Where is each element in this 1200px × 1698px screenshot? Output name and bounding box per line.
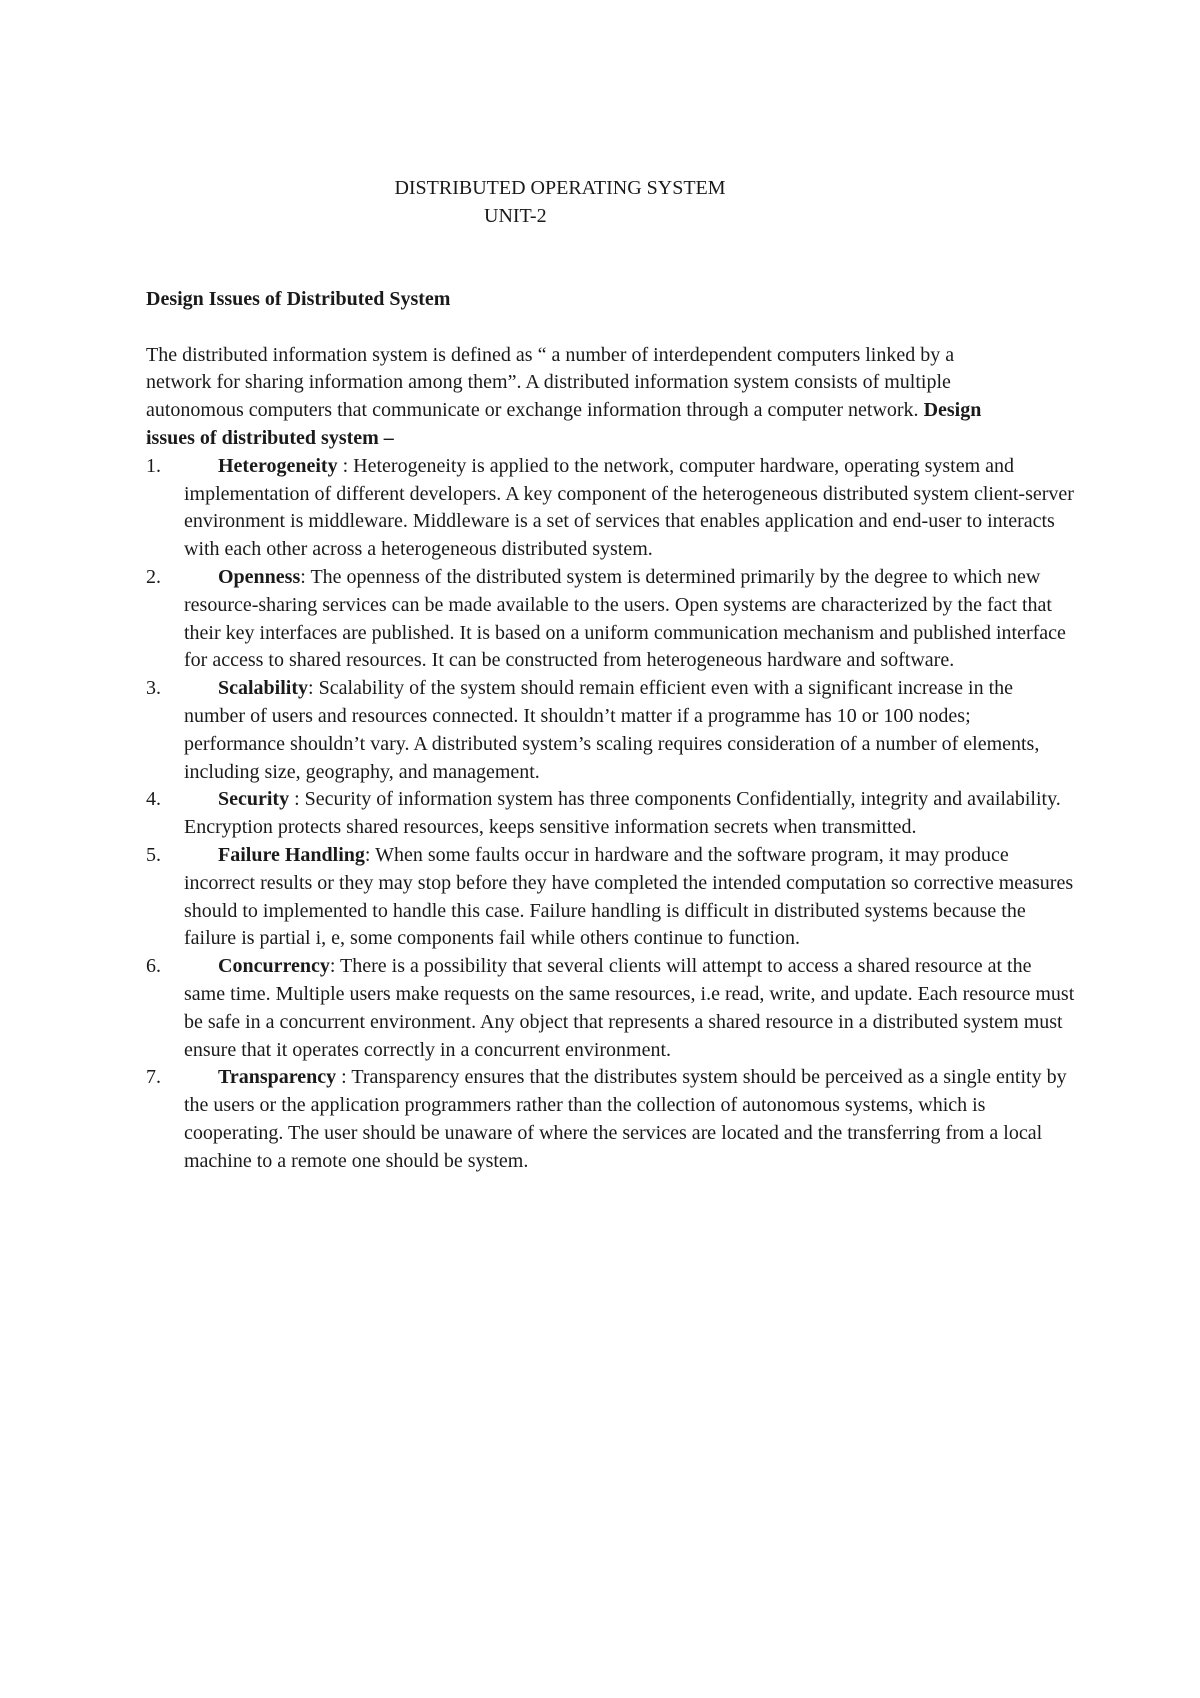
list-item-number: 5. [146,843,161,866]
list-item-number: 1. [146,454,161,477]
list-item-text: : Security of information system has three components Confidentially, integrity and availability. Encryption protects shared resources, keeps sensitive information secrets when transmitted. [184,788,1061,839]
intro-bold-lead: Design issues of distributed system – [146,399,982,449]
document-title: DISTRIBUTED OPERATING SYSTEM [394,177,726,199]
list-item-term: Transparency [218,1066,337,1089]
list-item-term: Heterogeneity [218,454,338,477]
list-item-security [146,786,1076,842]
document-subtitle: UNIT-2 [484,205,547,227]
list-item-text: : Scalability of the system should remain efficient even with a significant increase in the number of users and resources connected. It shouldn’t matter if a programme has 10 or 100 nodes; performance shouldn’t vary. A distributed system’s scaling requires consideration of a number of elements, including size, geography, and management. [184,677,1040,783]
list-item-term: Openness [218,565,301,588]
list-item-openness [146,564,1076,675]
document-body [146,286,1076,1176]
section-heading: Design Issues of Distributed System [146,288,451,310]
list-item-number: 6. [146,955,161,978]
list-item-failure-handling [146,842,1076,953]
list-item-term: Concurrency [218,955,330,978]
list-item-text: : When some faults occur in hardware and the software program, it may produce incorrect results or they may stop before they have completed the intended computation so corrective measures should to implemented to handle this case. Failure handling is difficult in distributed systems because the failure is partial i, e, some components fail while others continue to function. [184,843,1074,950]
list-item-text: : The openness of the distributed system is determined primarily by the degree to which new resource-sharing services can be made available to the users. Open systems are characterized by the fact that their key interfaces are published. It is based on a uniform communication mechanism and published interface for access to shared resources. It can be constructed from heterogeneous hardware and software. [184,565,1066,672]
list-item-heterogeneity [146,453,1076,564]
list-item-transparency [146,1064,1076,1175]
list-item-number: 3. [146,677,161,700]
intro-paragraph [146,342,1006,453]
list-item-number: 4. [146,788,161,811]
list-item-text: : There is a possibility that several clients will attempt to access a shared resource at the same time. Multiple users make requests on the same resources, i.e read, write, and update. Each resource must be safe in a concurrent environment. Any object that represents a shared resource in a distributed system must ensure that it operates correctly in a concurrent environment. [184,955,1075,1061]
list-item-term: Security [218,788,290,811]
list-item-scalability [146,675,1076,786]
list-item-concurrency [146,953,1076,1064]
list-item-text: : Transparency ensures that the distributes system should be perceived as a single entity by the users or the application programmers rather than the collection of autonomous systems, which is cooperating. The user should be unaware of where the services are located and the transferring from a local machine to a remote one should be system. [184,1066,1067,1172]
list-item-term: Failure Handling [218,843,365,866]
design-issues-list [146,453,1076,1176]
intro-text: The distributed information system is defined as “ a number of interdependent computers linked by a network for sharing information among them”. A distributed information system consists of multiple autonomous computers that communicate or exchange information through a computer network. [146,343,955,422]
list-item-number: 2. [146,565,161,588]
list-item-number: 7. [146,1066,161,1089]
list-item-term: Scalability [218,677,309,700]
list-item-text: : Heterogeneity is applied to the network, computer hardware, operating system and implementation of different developers. A key component of the heterogeneous distributed system client-server environment is middleware. Middleware is a set of services that enables application and end-user to interacts with each other across a heterogeneous distributed system. [184,454,1074,561]
